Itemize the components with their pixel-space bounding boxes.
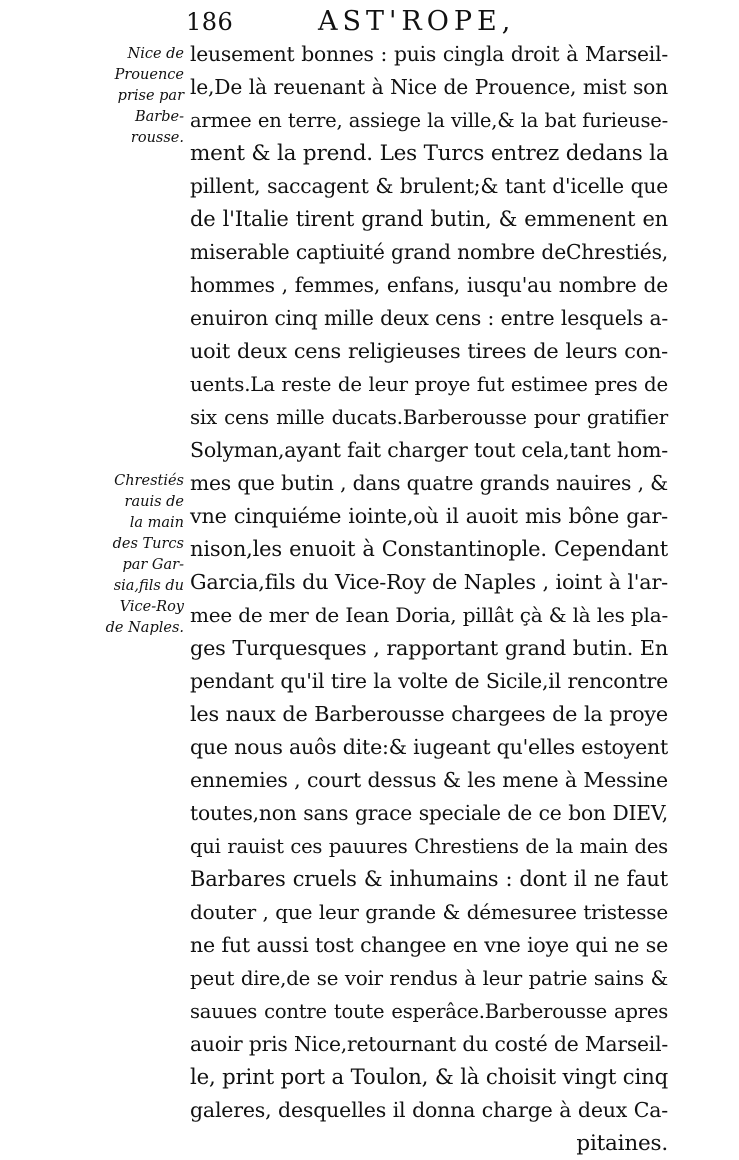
text-line: pendant qu'il tire la volte de Sicile,il rencontre: [190, 669, 668, 693]
text-line: peut dire,de se voir rendus à leur patrie sains &: [190, 967, 668, 990]
text-line: toutes,non sans grace speciale de ce bon DIEV,: [190, 801, 668, 825]
page-header: [186, 4, 666, 40]
text-line: ne fut aussi tost changee en vne ioye qui ne se: [190, 933, 668, 957]
margin-note-chrestiens: [104, 471, 184, 639]
text-line: nison,les enuoit à Constantinople. Cependant: [190, 537, 668, 561]
margin-note-line: sia,fils du: [113, 578, 184, 594]
text-line: mes que butin , dans quatre grands nauires , &: [190, 471, 668, 495]
text-line: mee de mer de Iean Doria, pillât çà & là les pla-: [190, 603, 668, 627]
text-line: douter , que leur grande & démesuree tristesse: [190, 900, 668, 924]
margin-note-line: Prouence: [114, 67, 184, 83]
margin-note-line: Chrestiés: [114, 473, 184, 489]
margin-note-line: des Turcs: [112, 536, 184, 552]
text-line: le, print port a Toulon, & là choisit vingt cinq: [190, 1065, 668, 1090]
text-line: leusement bonnes : puis cingla droit à Marseil-: [190, 42, 668, 66]
text-line: armee en terre, assiege la ville,& la bat furieuse-: [190, 109, 668, 132]
text-line: les naux de Barberousse chargees de la proye: [190, 702, 668, 726]
margin-note-line: prise par: [117, 88, 184, 104]
text-line: miserable captiuité grand nombre deChrestiés,: [190, 240, 668, 264]
margin-note-line: Vice-Roy: [119, 599, 184, 615]
text-line: ges Turquesques , rapportant grand butin. En: [190, 636, 668, 660]
text-line: vne cinquiéme iointe,où il auoit mis bône gar-: [190, 504, 668, 528]
running-title: AST'ROPE,: [318, 6, 516, 37]
text-line: Garcia,fils du Vice-Roy de Naples , ioint à l'ar-: [190, 570, 668, 594]
catchword-line: pitaines.: [576, 1131, 668, 1156]
text-line: le,De là reuenant à Nice de Prouence, mist son: [190, 75, 668, 99]
margin-note-line: Barbe-: [135, 109, 184, 125]
text-line: de l'Italie tirent grand butin, & emmenent en: [190, 207, 668, 231]
body-text: [190, 38, 668, 1160]
text-line: six cens mille ducats.Barberousse pour gratifier: [190, 406, 668, 429]
text-line: enuiron cinq mille deux cens : entre lesquels a-: [190, 306, 668, 330]
text-line: qui rauist ces pauures Chrestiens de la main des: [190, 835, 668, 858]
text-line: ennemies , court dessus & les mene à Messine: [190, 768, 668, 792]
margin-note-nice: [104, 44, 184, 149]
text-line: ment & la prend. Les Turcs entrez dedans la: [190, 141, 669, 166]
text-line: hommes , femmes, enfans, iusqu'au nombre de: [190, 273, 668, 297]
margin-note-line: de Naples.: [105, 620, 184, 636]
text-line: uents.La reste de leur proye fut estimee pres de: [190, 373, 668, 396]
margin-note-line: la main: [129, 515, 184, 531]
text-line: sauues contre toute esperâce.Barberousse apres: [190, 1000, 668, 1023]
text-line: uoit deux cens religieuses tirees de leurs con-: [190, 339, 668, 363]
text-line: Solyman,ayant fait charger tout cela,tant hom-: [190, 438, 668, 462]
text-line: galeres, desquelles il donna charge à deux Ca-: [190, 1098, 668, 1122]
page-number: 186: [186, 8, 234, 36]
margin-note-line: rauis de: [124, 494, 184, 510]
text-line: Barbares cruels & inhumains : dont il ne faut: [190, 867, 668, 891]
margin-note-line: rousse.: [130, 130, 184, 146]
text-line: que nous auôs dite:& iugeant qu'elles estoyent: [190, 735, 669, 759]
text-line: pillent, saccagent & brulent;& tant d'icelle que: [190, 174, 668, 198]
margin-note-line: par Gar-: [122, 557, 184, 573]
margin-note-line: Nice de: [127, 46, 184, 62]
text-line: auoir pris Nice,retournant du costé de Marseil-: [190, 1032, 668, 1056]
